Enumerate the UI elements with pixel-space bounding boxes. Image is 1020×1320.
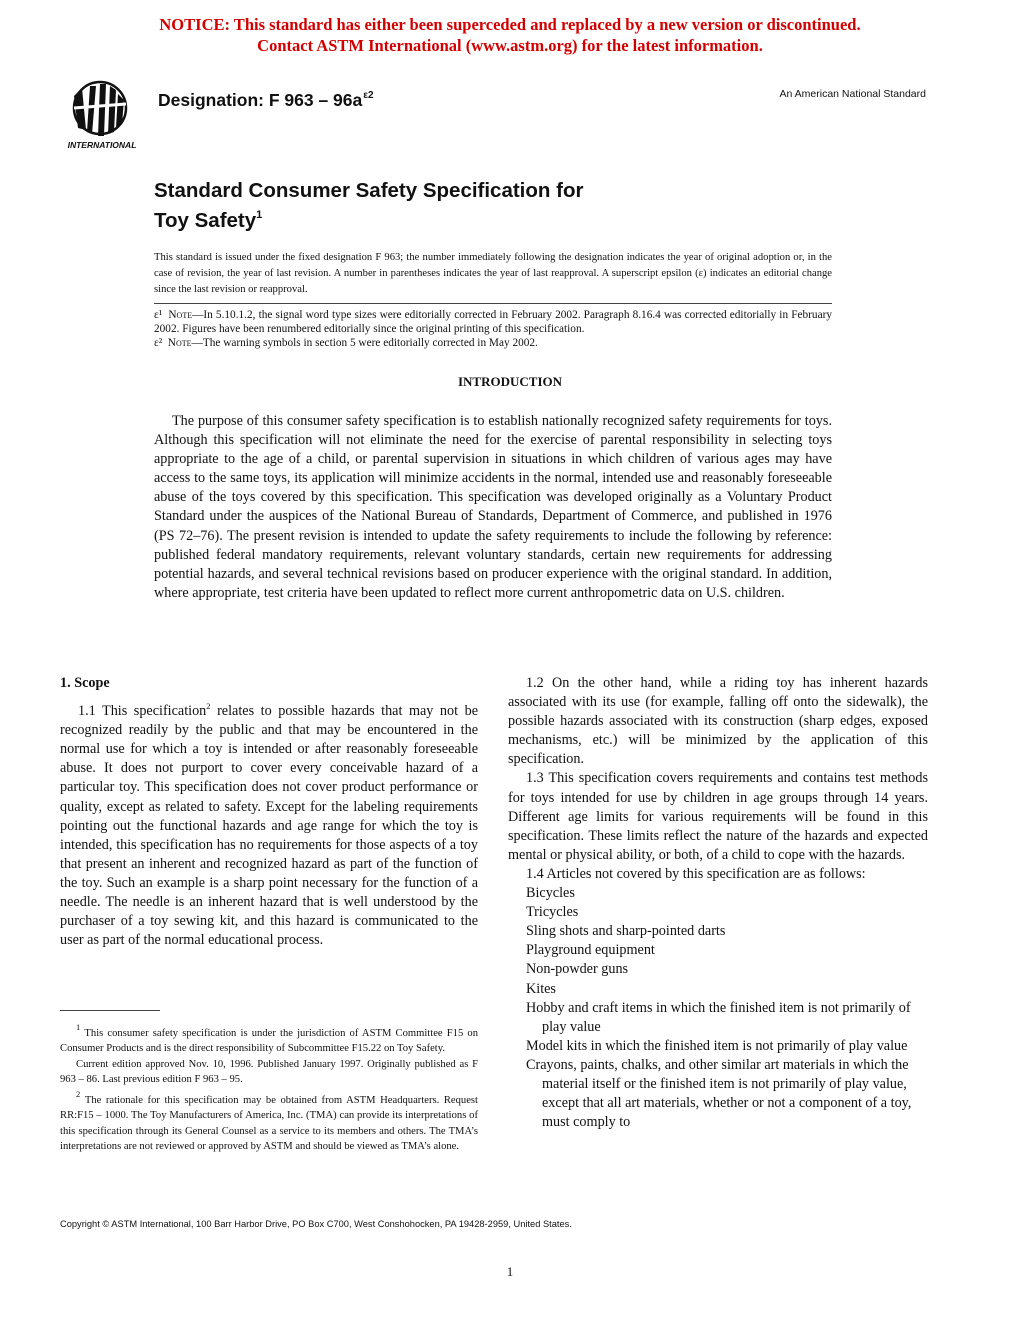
paragraph-1-3: 1.3 This specification covers requirements and contains test methods for toys intended for use by children in age groups through 14 years. Different age limits for various requirements will be found in this specification. These limits reflect the nature of the hazards and expected mental or physical ability, or both, of a child to cope with the hazards. [508, 770, 928, 863]
footnote [60, 1020, 478, 1057]
designation-epsilon: ε2 [363, 90, 374, 101]
note-marker: ε¹ [154, 309, 163, 321]
paragraph-1-2: 1.2 On the other hand, while a riding toy has inherent hazards associated with its use (for example, falling off onto the sidewalk), the possible hazards associated with its construction (sharp edges, exposed mechanisms, etc.) will be minimized by the application of this specification. [508, 675, 928, 768]
designation-label: Designation: F 963 – 96a [158, 90, 363, 110]
logo-text [60, 78, 63, 79]
designation [158, 90, 374, 111]
notice-line-1: NOTICE: This standard has either been superceded and replaced by a new version or discontinued. [159, 15, 861, 34]
astm-logo [60, 78, 144, 154]
footnote-divider [60, 1010, 160, 1011]
editorial-notes [154, 308, 832, 351]
page-number: 1 [506, 1264, 514, 1279]
logo-subtitle: INTERNATIONAL [67, 140, 137, 150]
list-item: Non-powder guns [526, 961, 629, 978]
note-label: Note [168, 309, 193, 321]
copyright: Copyright © ASTM International, 100 Barr Harbor Drive, PO Box C700, West Conshohocken, PA 19428-2959, United States. [60, 1219, 572, 1229]
footnote [60, 1087, 478, 1154]
footnote-text: This consumer safety specification is under the jurisdiction of ASTM Committee F15 on Consumer Products and is the direct responsibility of Subcommittee F15.22 on Toy Safety. [60, 1028, 478, 1055]
list-item: Bicycles [526, 885, 575, 902]
footnote [60, 1057, 478, 1088]
note-marker: ε² [154, 337, 163, 350]
introduction-body [154, 412, 832, 603]
paragraph-1-1 [60, 697, 478, 950]
list-item: Playground equipment [526, 942, 655, 959]
title-footnote-ref: 1 [256, 209, 263, 221]
list-item: Hobby and craft items in which the finished item is not primarily of play value [526, 999, 911, 1035]
title-line-2: Toy Safety [154, 209, 257, 232]
p1-start: 1.1 This specification [78, 703, 207, 720]
footnote-text: Current edition approved Nov. 10, 1996. Published January 1997. Originally published as F 963 – 86. Last previous edition F 963 – 95. [60, 1058, 478, 1085]
document-title [154, 178, 583, 233]
list-item: Tricycles [526, 904, 579, 921]
list-item: Kites [526, 980, 556, 997]
notes-divider [154, 303, 832, 304]
list-item: Crayons, paints, chalks, and other similar art materials in which the material itself or the finished item is not primarily of play value, except that all art materials, whether or not a component of a toy, must comply to [526, 1056, 912, 1131]
introduction-heading: INTRODUCTION [457, 374, 562, 389]
list-item: Sling shots and sharp-pointed darts [526, 923, 726, 940]
right-column [508, 674, 928, 1132]
american-national-standard: An American National Standard [779, 88, 926, 100]
section-heading-scope: 1. Scope [60, 675, 110, 691]
excluded-articles-list [508, 884, 928, 1132]
paragraph-1-4: 1.4 Articles not covered by this specification are as follows: [526, 865, 866, 882]
list-item: Model kits in which the finished item is not primarily of play value [526, 1037, 908, 1054]
p1-rest: relates to possible hazards that may not be recognized readily by the public and that may be encountered in the normal use for which a toy is intended or after reasonably foreseeable abuse. It does not purport to cover every conceivable hazard of a particular toy. This specification does not cover product performance or quality, except as related to safety. Except for the labeling requirements pointing out the functional hazards and age range for which the toy is intended, this specification has no requirements for those aspects of a toy that present an inherent and recognized hazard as part of the function of the toy. Such an example is a sharp point necessary for the function of a needle. The needle is an inherent hazard that is well understood by the purchaser of a toy sewing kit, and this hazard is communicated to the user as part of the normal educational process. [60, 703, 478, 949]
footnote-ref-2: 2 [206, 701, 211, 712]
footnote-number: 2 [76, 1089, 81, 1100]
footnotes [60, 1020, 478, 1154]
introduction-paragraph: The purpose of this consumer safety specification is to establish nationally recognized safety requirements for toys. Although this specification will not eliminate the need for the exercise of parental responsibility in selecting toys appropriate to the age of a child, or parental supervision in situations in which children of various ages may have access to the same toys, its application will minimize accidents in the normal, intended use and reasonably foreseeable abuse of the toys covered by this specification. This specification was developed originally as a Voluntary Product Standard under the auspices of the National Bureau of Standards, Department of Commerce, and published in 1976 (PS 72–76). The present revision is intended to update the safety requirements to include the following by reference: published federal mandatory requirements, relevant voluntary standards, certain new requirements for addressing potential hazards, and several technical revisions based on producer experience with the original standard. In addition, where appropriate, test criteria have been updated to reflect more current anthropometric data on U.S. children. [154, 413, 832, 601]
superseded-notice [0, 14, 1020, 56]
left-column [60, 674, 478, 950]
notice-line-2: Contact ASTM International (www.astm.org) for the latest information. [257, 36, 763, 55]
editorial-note [154, 336, 832, 350]
note-text: —The warning symbols in section 5 were editorially corrected in May 2002. [191, 337, 538, 350]
issuance-statement: This standard is issued under the fixed designation F 963; the number immediately following the designation indicates the year of original adoption or, in the case of revision, the year of last revision. A number in parentheses indicates the year of last reapproval. A superscript epsilon (ε) indicates an editorial change since the last revision or reapproval. [154, 252, 832, 295]
editorial-note [154, 308, 832, 336]
footnote-number: 1 [76, 1022, 81, 1032]
footnote-text: The rationale for this specification may be obtained from ASTM Headquarters. Request RR:F15 – 1000. The Toy Manufacturers of America, Inc. (TMA) can provide its interpretations of this specification through its General Counsel as a service to its members and others. The TMA’s interpretations are not reviewed or approved by ASTM and should be viewed as TMA’s alone. [60, 1095, 478, 1153]
note-label: Note [167, 337, 192, 350]
note-text: —In 5.10.1.2, the signal word type sizes were editorially corrected in February 2002. Paragraph 8.16.4 was corrected editorially in February 2002. Figures have been renumbered editorially since the original printing of this specification. [154, 309, 832, 336]
title-line-1: Standard Consumer Safety Specification for [154, 179, 584, 202]
